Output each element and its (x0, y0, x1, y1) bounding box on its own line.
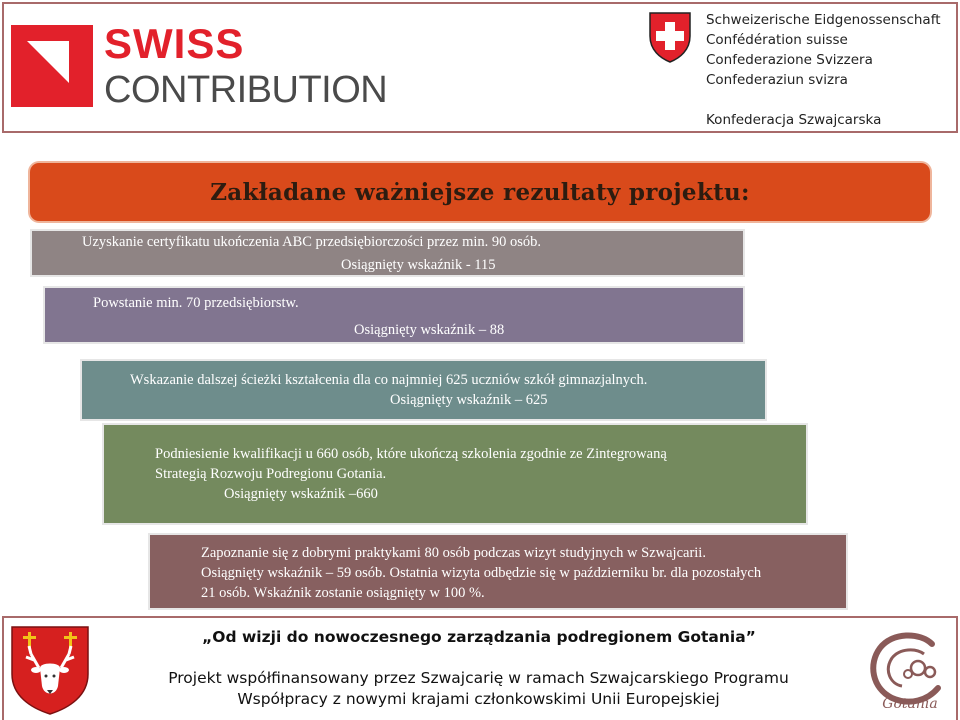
result-indicator: Osiągnięty wskaźnik –660 (224, 486, 378, 502)
project-title-quote: „Od wizji do nowoczesnego zarządzania podregionem Gotania” (202, 628, 756, 646)
result-box-1 (30, 229, 745, 277)
result-text: Wskazanie dalszej ścieżki kształcenia dla co najmniej 625 uczniów szkół gimnazjalnych. (130, 372, 648, 388)
confederation-line: Confederaziun svizra (706, 72, 848, 88)
result-indicator: Osiągnięty wskaźnik – 88 (354, 322, 505, 338)
result-text: 21 osób. Wskaźnik zostanie osiągnięty w 100 %. (201, 585, 485, 601)
gotania-logo-icon (862, 624, 954, 716)
cofinancing-text-line: Projekt współfinansowany przez Szwajcarię w ramach Szwajcarskiego Programu (168, 669, 789, 687)
result-box-4 (102, 423, 808, 525)
result-indicator: Osiągnięty wskaźnik – 625 (390, 392, 548, 408)
result-text: Osiągnięty wskaźnik – 59 osób. Ostatnia wizyta odbędzie się w październiku br. dla pozostałych (201, 565, 762, 581)
result-indicator: Osiągnięty wskaźnik - 115 (341, 257, 496, 273)
confederation-line: Schweizerische Eidgenossenschaft (706, 12, 941, 28)
result-text: Podniesienie kwalifikacji u 660 osób, które ukończą szkolenia zgodnie ze Zintegrowaną (155, 446, 667, 462)
result-text: Zapoznanie się z dobrymi praktykami 80 osób podczas wizyt studyjnych w Szwajcarii. (201, 545, 706, 561)
result-text: Uzyskanie certyfikatu ukończenia ABC przedsiębiorczości przez min. 90 osób. (82, 234, 542, 250)
swiss-cross-shield-icon (647, 10, 693, 64)
header-banner (2, 2, 958, 133)
brand-contribution-text: CONTRIBUTION (104, 69, 388, 111)
confederation-polish: Konfederacja Szwajcarska (706, 112, 882, 128)
slide-title-banner (30, 163, 930, 221)
confederation-line: Confederazione Svizzera (706, 52, 873, 68)
result-box-5 (148, 533, 848, 610)
cofinancing-text-line: Współpracy z nowymi krajami członkowskimi Unii Europejskiej (237, 690, 720, 708)
result-box-2 (43, 286, 745, 344)
gotania-logo-text: Gotania (882, 696, 938, 712)
confederation-line: Confédération suisse (706, 32, 848, 48)
confederation-names (706, 10, 941, 90)
brand-swiss-text: SWISS (104, 20, 245, 67)
result-box-3 (80, 359, 767, 421)
result-text: Strategią Rozwoju Podregionu Gotania. (155, 466, 387, 482)
coat-of-arms-deer-icon (9, 624, 91, 716)
swiss-contribution-logo-icon (11, 25, 93, 107)
footer-banner (2, 616, 958, 720)
result-text: Powstanie min. 70 przedsiębiorstw. (93, 295, 299, 311)
slide-title: Zakładane ważniejsze rezultaty projektu: (210, 178, 750, 206)
